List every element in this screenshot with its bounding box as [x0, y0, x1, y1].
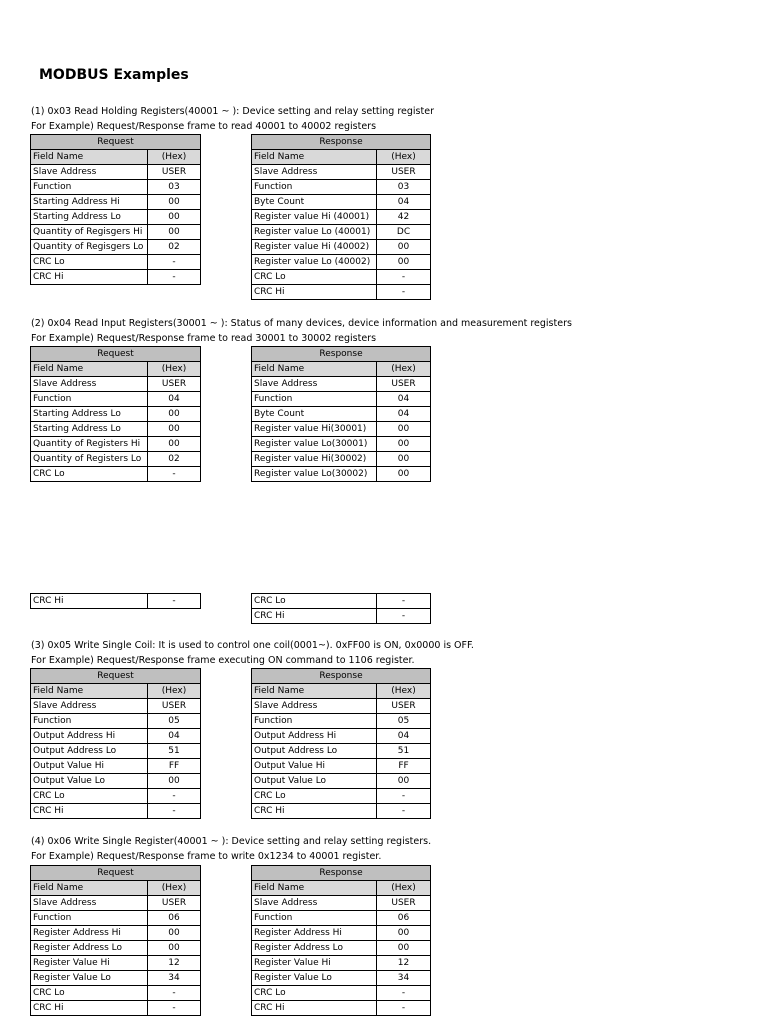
- table-row: [252, 956, 431, 971]
- field-name-cell: Register value Hi (40001): [252, 210, 377, 225]
- column-header-hex: (Hex): [377, 881, 431, 896]
- field-name-cell: CRC Lo: [31, 789, 148, 804]
- table-row: [252, 407, 431, 422]
- column-header-row: [31, 684, 201, 699]
- table-row: [31, 180, 201, 195]
- hex-value-cell: 04: [377, 729, 431, 744]
- table-row: [31, 255, 201, 270]
- table-row: [252, 270, 431, 285]
- table-row: [252, 392, 431, 407]
- hex-value-cell: 00: [148, 210, 201, 225]
- column-header-row: [252, 881, 431, 896]
- hex-value-cell: 05: [148, 714, 201, 729]
- field-name-cell: Register Address Hi: [252, 926, 377, 941]
- request-table: [30, 346, 201, 482]
- hex-value-cell: -: [148, 270, 201, 285]
- column-header-field: Field Name: [31, 362, 148, 377]
- table-row: [252, 165, 431, 180]
- field-name-cell: Quantity of Regisgers Hi: [31, 225, 148, 240]
- column-header-hex: (Hex): [377, 362, 431, 377]
- hex-value-cell: 04: [377, 195, 431, 210]
- column-header-row: [252, 362, 431, 377]
- table-row: [31, 956, 201, 971]
- hex-value-cell: 00: [377, 240, 431, 255]
- table-row: [31, 240, 201, 255]
- hex-value-cell: -: [377, 1001, 431, 1016]
- field-name-cell: CRC Lo: [252, 789, 377, 804]
- hex-value-cell: 02: [148, 452, 201, 467]
- column-header-field: Field Name: [252, 362, 377, 377]
- field-name-cell: Starting Address Lo: [31, 407, 148, 422]
- hex-value-cell: 12: [377, 956, 431, 971]
- field-name-cell: Register Value Hi: [31, 956, 148, 971]
- response-table: [251, 668, 431, 819]
- field-name-cell: CRC Hi: [31, 270, 148, 285]
- field-name-cell: Register value Lo(30001): [252, 437, 377, 452]
- field-name-cell: Slave Address: [252, 896, 377, 911]
- table-title-row: [31, 347, 201, 362]
- table-row: [252, 926, 431, 941]
- hex-value-cell: USER: [377, 377, 431, 392]
- hex-value-cell: FF: [148, 759, 201, 774]
- hex-value-cell: 00: [148, 225, 201, 240]
- table-row: [31, 896, 201, 911]
- table-row: [31, 1001, 201, 1016]
- field-name-cell: Starting Address Lo: [31, 422, 148, 437]
- hex-value-cell: USER: [148, 699, 201, 714]
- column-header-field: Field Name: [31, 150, 148, 165]
- table-title: Response: [252, 669, 431, 684]
- field-name-cell: Register Address Lo: [252, 941, 377, 956]
- response-table-continued: [251, 593, 431, 624]
- request-table: [30, 134, 201, 285]
- field-name-cell: CRC Hi: [31, 1001, 148, 1016]
- field-name-cell: Byte Count: [252, 195, 377, 210]
- column-header-field: Field Name: [252, 684, 377, 699]
- column-header-hex: (Hex): [148, 684, 201, 699]
- section-example: For Example) Request/Response frame to read 30001 to 30002 registers: [31, 333, 377, 344]
- hex-value-cell: 00: [148, 437, 201, 452]
- field-name-cell: Function: [252, 180, 377, 195]
- hex-value-cell: 00: [377, 255, 431, 270]
- field-name-cell: Output Value Lo: [252, 774, 377, 789]
- hex-value-cell: -: [377, 789, 431, 804]
- hex-value-cell: 06: [377, 911, 431, 926]
- column-header-hex: (Hex): [377, 684, 431, 699]
- hex-value-cell: -: [148, 804, 201, 819]
- hex-value-cell: -: [148, 594, 201, 609]
- table-row: [252, 729, 431, 744]
- field-name-cell: Register Address Hi: [31, 926, 148, 941]
- table-row: [252, 789, 431, 804]
- field-name-cell: Slave Address: [252, 699, 377, 714]
- table-title: Request: [31, 347, 201, 362]
- field-name-cell: Slave Address: [31, 377, 148, 392]
- field-name-cell: Byte Count: [252, 407, 377, 422]
- section-heading: (1) 0x03 Read Holding Registers(40001 ~ ): Device setting and relay setting register: [31, 106, 434, 117]
- field-name-cell: CRC Hi: [31, 594, 148, 609]
- column-header-hex: (Hex): [148, 362, 201, 377]
- table-row: [31, 467, 201, 482]
- table-row: [252, 609, 431, 624]
- field-name-cell: Output Value Hi: [31, 759, 148, 774]
- field-name-cell: Function: [31, 180, 148, 195]
- hex-value-cell: 34: [377, 971, 431, 986]
- table-title-row: [31, 135, 201, 150]
- table-title: Request: [31, 669, 201, 684]
- hex-value-cell: -: [148, 467, 201, 482]
- hex-value-cell: -: [377, 804, 431, 819]
- section-example: For Example) Request/Response frame to write 0x1234 to 40001 register.: [31, 851, 382, 862]
- field-name-cell: Output Value Lo: [31, 774, 148, 789]
- table-row: [31, 699, 201, 714]
- table-row: [252, 896, 431, 911]
- hex-value-cell: USER: [148, 165, 201, 180]
- table-title: Request: [31, 866, 201, 881]
- table-row: [31, 714, 201, 729]
- field-name-cell: Starting Address Hi: [31, 195, 148, 210]
- field-name-cell: CRC Hi: [252, 804, 377, 819]
- table-row: [31, 971, 201, 986]
- column-header-hex: (Hex): [377, 150, 431, 165]
- column-header-row: [31, 881, 201, 896]
- table-row: [31, 195, 201, 210]
- column-header-row: [31, 362, 201, 377]
- table-title-row: [31, 669, 201, 684]
- table-row: [31, 422, 201, 437]
- table-row: [31, 744, 201, 759]
- table-row: [252, 941, 431, 956]
- column-header-field: Field Name: [252, 881, 377, 896]
- hex-value-cell: USER: [377, 699, 431, 714]
- field-name-cell: Function: [252, 911, 377, 926]
- column-header-hex: (Hex): [148, 881, 201, 896]
- field-name-cell: Output Address Lo: [252, 744, 377, 759]
- response-table: [251, 134, 431, 300]
- column-header-row: [252, 684, 431, 699]
- hex-value-cell: USER: [377, 896, 431, 911]
- field-name-cell: Slave Address: [252, 377, 377, 392]
- field-name-cell: Register Address Lo: [31, 941, 148, 956]
- field-name-cell: Register Value Lo: [252, 971, 377, 986]
- field-name-cell: CRC Lo: [252, 594, 377, 609]
- table-row: [31, 594, 201, 609]
- table-row: [252, 180, 431, 195]
- hex-value-cell: 00: [377, 926, 431, 941]
- table-row: [31, 774, 201, 789]
- hex-value-cell: 00: [148, 926, 201, 941]
- hex-value-cell: 00: [377, 422, 431, 437]
- table-row: [31, 407, 201, 422]
- hex-value-cell: 04: [148, 392, 201, 407]
- field-name-cell: Slave Address: [252, 165, 377, 180]
- table-row: [252, 437, 431, 452]
- table-row: [31, 759, 201, 774]
- table-title: Request: [31, 135, 201, 150]
- section-heading: (3) 0x05 Write Single Coil: It is used to control one coil(0001~). 0xFF00 is ON, 0x0000 is OFF.: [31, 640, 474, 651]
- table-row: [31, 225, 201, 240]
- table-row: [252, 911, 431, 926]
- table-row: [31, 392, 201, 407]
- request-table: [30, 668, 201, 819]
- table-row: [252, 774, 431, 789]
- field-name-cell: Output Address Hi: [31, 729, 148, 744]
- hex-value-cell: 51: [377, 744, 431, 759]
- column-header-row: [252, 150, 431, 165]
- hex-value-cell: -: [148, 255, 201, 270]
- page-title: MODBUS Examples: [39, 67, 189, 83]
- hex-value-cell: 00: [148, 774, 201, 789]
- hex-value-cell: DC: [377, 225, 431, 240]
- table-row: [252, 240, 431, 255]
- field-name-cell: Function: [252, 714, 377, 729]
- hex-value-cell: 00: [377, 774, 431, 789]
- response-table: [251, 865, 431, 1016]
- hex-value-cell: 00: [377, 452, 431, 467]
- hex-value-cell: 12: [148, 956, 201, 971]
- table-row: [31, 165, 201, 180]
- field-name-cell: CRC Lo: [252, 986, 377, 1001]
- hex-value-cell: 03: [148, 180, 201, 195]
- table-row: [31, 437, 201, 452]
- field-name-cell: Output Address Hi: [252, 729, 377, 744]
- field-name-cell: CRC Lo: [31, 986, 148, 1001]
- field-name-cell: Function: [31, 911, 148, 926]
- field-name-cell: Quantity of Registers Lo: [31, 452, 148, 467]
- field-name-cell: Quantity of Registers Hi: [31, 437, 148, 452]
- hex-value-cell: -: [377, 594, 431, 609]
- field-name-cell: Register value Hi(30001): [252, 422, 377, 437]
- hex-value-cell: 00: [148, 941, 201, 956]
- table-row: [31, 789, 201, 804]
- hex-value-cell: 51: [148, 744, 201, 759]
- table-row: [252, 804, 431, 819]
- column-header-row: [31, 150, 201, 165]
- table-row: [252, 285, 431, 300]
- hex-value-cell: 00: [377, 467, 431, 482]
- table-row: [252, 1001, 431, 1016]
- hex-value-cell: USER: [377, 165, 431, 180]
- hex-value-cell: 04: [377, 392, 431, 407]
- table-row: [252, 452, 431, 467]
- table-row: [31, 926, 201, 941]
- field-name-cell: CRC Hi: [252, 285, 377, 300]
- field-name-cell: CRC Lo: [252, 270, 377, 285]
- table-row: [31, 804, 201, 819]
- table-row: [31, 377, 201, 392]
- table-row: [31, 210, 201, 225]
- hex-value-cell: 00: [148, 407, 201, 422]
- column-header-field: Field Name: [31, 881, 148, 896]
- column-header-field: Field Name: [252, 150, 377, 165]
- field-name-cell: Function: [31, 714, 148, 729]
- field-name-cell: Slave Address: [31, 165, 148, 180]
- field-name-cell: Slave Address: [31, 896, 148, 911]
- field-name-cell: Register Value Hi: [252, 956, 377, 971]
- hex-value-cell: 06: [148, 911, 201, 926]
- table-row: [252, 210, 431, 225]
- hex-value-cell: 00: [377, 437, 431, 452]
- hex-value-cell: 00: [148, 422, 201, 437]
- column-header-field: Field Name: [31, 684, 148, 699]
- field-name-cell: CRC Lo: [31, 255, 148, 270]
- section-example: For Example) Request/Response frame executing ON command to 1106 register.: [31, 655, 415, 666]
- hex-value-cell: 42: [377, 210, 431, 225]
- table-row: [252, 594, 431, 609]
- section-heading: (4) 0x06 Write Single Register(40001 ~ ): Device setting and relay setting registers.: [31, 836, 432, 847]
- hex-value-cell: 03: [377, 180, 431, 195]
- field-name-cell: Register value Lo (40002): [252, 255, 377, 270]
- table-row: [31, 729, 201, 744]
- table-title: Response: [252, 866, 431, 881]
- hex-value-cell: 04: [377, 407, 431, 422]
- table-row: [31, 986, 201, 1001]
- table-row: [252, 195, 431, 210]
- response-table: [251, 346, 431, 482]
- field-name-cell: Slave Address: [31, 699, 148, 714]
- field-name-cell: Register value Lo(30002): [252, 467, 377, 482]
- table-row: [31, 911, 201, 926]
- table-row: [252, 422, 431, 437]
- hex-value-cell: USER: [148, 377, 201, 392]
- table-row: [252, 467, 431, 482]
- hex-value-cell: -: [377, 986, 431, 1001]
- hex-value-cell: 34: [148, 971, 201, 986]
- request-table: [30, 865, 201, 1016]
- field-name-cell: Register Value Lo: [31, 971, 148, 986]
- table-row: [252, 699, 431, 714]
- table-row: [252, 255, 431, 270]
- field-name-cell: Function: [252, 392, 377, 407]
- request-table-continued: [30, 593, 201, 609]
- table-row: [252, 714, 431, 729]
- hex-value-cell: FF: [377, 759, 431, 774]
- field-name-cell: Function: [31, 392, 148, 407]
- column-header-hex: (Hex): [148, 150, 201, 165]
- hex-value-cell: 00: [377, 941, 431, 956]
- table-title: Response: [252, 135, 431, 150]
- hex-value-cell: -: [377, 285, 431, 300]
- table-row: [31, 941, 201, 956]
- table-row: [31, 270, 201, 285]
- field-name-cell: Quantity of Regisgers Lo: [31, 240, 148, 255]
- field-name-cell: Output Value Hi: [252, 759, 377, 774]
- table-row: [31, 452, 201, 467]
- hex-value-cell: 04: [148, 729, 201, 744]
- hex-value-cell: -: [148, 986, 201, 1001]
- field-name-cell: Output Address Lo: [31, 744, 148, 759]
- table-title: Response: [252, 347, 431, 362]
- field-name-cell: CRC Hi: [252, 609, 377, 624]
- hex-value-cell: -: [148, 789, 201, 804]
- field-name-cell: CRC Hi: [252, 1001, 377, 1016]
- table-row: [252, 377, 431, 392]
- table-row: [252, 759, 431, 774]
- field-name-cell: Register value Lo (40001): [252, 225, 377, 240]
- table-row: [252, 225, 431, 240]
- field-name-cell: Register value Hi (40002): [252, 240, 377, 255]
- table-title-row: [252, 347, 431, 362]
- hex-value-cell: -: [377, 270, 431, 285]
- section-example: For Example) Request/Response frame to read 40001 to 40002 registers: [31, 121, 377, 132]
- field-name-cell: CRC Hi: [31, 804, 148, 819]
- table-title-row: [252, 866, 431, 881]
- table-title-row: [252, 669, 431, 684]
- hex-value-cell: 02: [148, 240, 201, 255]
- hex-value-cell: 05: [377, 714, 431, 729]
- table-row: [252, 986, 431, 1001]
- table-row: [252, 971, 431, 986]
- field-name-cell: CRC Lo: [31, 467, 148, 482]
- table-title-row: [31, 866, 201, 881]
- hex-value-cell: 00: [148, 195, 201, 210]
- hex-value-cell: USER: [148, 896, 201, 911]
- table-row: [252, 744, 431, 759]
- hex-value-cell: -: [148, 1001, 201, 1016]
- section-heading: (2) 0x04 Read Input Registers(30001 ~ ): Status of many devices, device information and measurement registers: [31, 318, 572, 329]
- table-title-row: [252, 135, 431, 150]
- field-name-cell: Register value Hi(30002): [252, 452, 377, 467]
- field-name-cell: Starting Address Lo: [31, 210, 148, 225]
- hex-value-cell: -: [377, 609, 431, 624]
